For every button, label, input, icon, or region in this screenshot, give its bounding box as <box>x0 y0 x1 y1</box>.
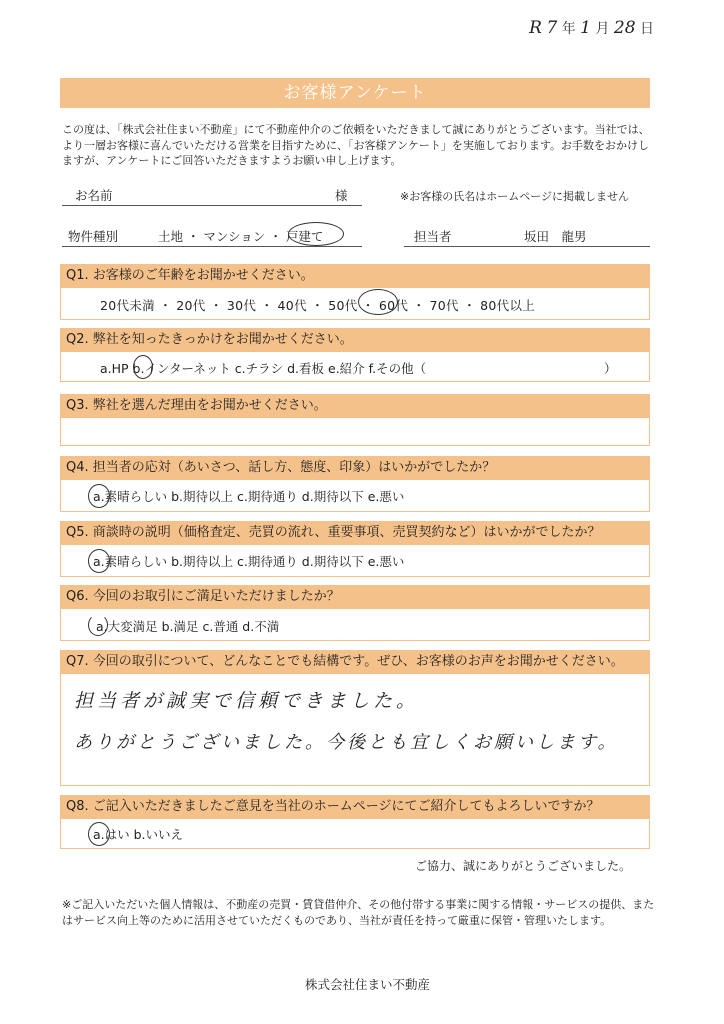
q7-handwritten-line-2: ありがとうございました。今後とも宜しくお願いします。 <box>74 732 619 753</box>
thanks-text: ご協力、誠にありがとうございました。 <box>415 859 632 873</box>
property-selected: 戸建て <box>285 229 324 244</box>
name-label: お名前 <box>75 188 113 203</box>
q6-options: a.大変満足 b.満足 c.普通 d.不満 <box>96 619 280 634</box>
q5-selection-circle <box>88 549 110 573</box>
name-suffix: 様 <box>335 188 348 203</box>
q3-answer-box <box>60 418 650 446</box>
company-name: 株式会社住まい不動産 <box>305 977 431 992</box>
q8-selection-circle <box>88 822 110 846</box>
date-year: 7 <box>546 18 558 38</box>
property-selection-circle <box>285 222 344 246</box>
date-month: 1 <box>580 18 591 38</box>
date-day: 28 <box>613 18 636 38</box>
date-day-label: 日 <box>640 21 654 37</box>
q1-options: 20代未満 ・ 20代 ・ 30代 ・ 40代 ・ 50代 ・ 60代 ・ 70代 ・ 80代以上 <box>100 298 536 313</box>
date-era: R <box>529 18 542 38</box>
q6-selection-circle <box>88 614 108 636</box>
property-label: 物件種別 <box>68 229 119 244</box>
q2-question: Q2. 弊社を知ったきっかけをお聞かせください。 <box>60 328 650 352</box>
q4-selection-circle <box>88 484 110 508</box>
staff-name: 坂田 龍男 <box>524 229 587 244</box>
q1-selection-circle <box>358 289 398 315</box>
q8-question: Q8. ご記入いただきましたご意見を当社のホームページにてご紹介してもよろしいですか？ <box>60 795 650 819</box>
property-options-text: 土地 ・ マンション ・ <box>158 229 286 244</box>
privacy-note: ※ご記入いただいた個人情報は、不動産の売買・賃貸借仲介、その他付帯する事業に関する情報・サービスの提供、またはサービス向上等のために活用させていただくものであり、当社が責任を持って厳重に保管・管理いたします。 <box>62 898 655 927</box>
date-year-label: 年 <box>561 21 576 37</box>
q3-question: Q3. 弊社を選んだ理由をお聞かせください。 <box>60 394 650 418</box>
q5-question: Q5. 商談時の説明（価格査定、売買の流れ、重要事項、売買契約など）はいかがでしたか？ <box>60 521 650 545</box>
intro-text: この度は、「株式会社住まい不動産」にて不動産仲介のご依頼をいただきまして誠にありがとうございます。当社では、より一層お客様に喜んでいただける営業を目指すために、「お客様アンケート」を実施しております。お手数をおかけしますが、アンケートにご回答いただきますようお願い申し上げます。 <box>62 123 650 167</box>
q8-options: a.はい b.いいえ <box>93 827 184 842</box>
staff-label: 担当者 <box>414 229 452 244</box>
q1-question: Q1. お客様のご年齢をお聞かせください。 <box>60 264 650 288</box>
q2-other-close: ） <box>604 361 617 376</box>
name-note: ※お客様の氏名はホームページに掲載しません <box>400 190 629 203</box>
staff-underline <box>404 246 650 247</box>
q4-options: a.素晴らしい b.期待以上 c.期待通り d.期待以下 e.悪い <box>93 489 405 504</box>
q4-question: Q4. 担当者の応対（あいさつ、話し方、態度、印象）はいかがでしたか？ <box>60 456 650 480</box>
q7-question: Q7. 今回の取引について、どんなことでも結構です。ぜひ、お客様のお声をお聞かせください。 <box>60 650 650 674</box>
name-underline <box>62 205 362 206</box>
property-underline <box>62 246 362 247</box>
date-month-label: 月 <box>595 21 610 37</box>
q5-options: a.素晴らしい b.期待以上 c.期待通り d.期待以下 e.悪い <box>93 554 405 569</box>
survey-title: お客様アンケート <box>60 78 650 108</box>
q2-options: a.HP b.インターネット c.チラシ d.看板 e.紹介 f.その他（ <box>100 361 427 376</box>
q7-handwritten-line-1: 担当者が誠実で信頼できました。 <box>74 690 420 712</box>
q6-question: Q6. 今回のお取引にご満足いただけましたか？ <box>60 585 650 609</box>
date-line <box>529 18 654 38</box>
q2-selection-circle <box>133 355 153 379</box>
